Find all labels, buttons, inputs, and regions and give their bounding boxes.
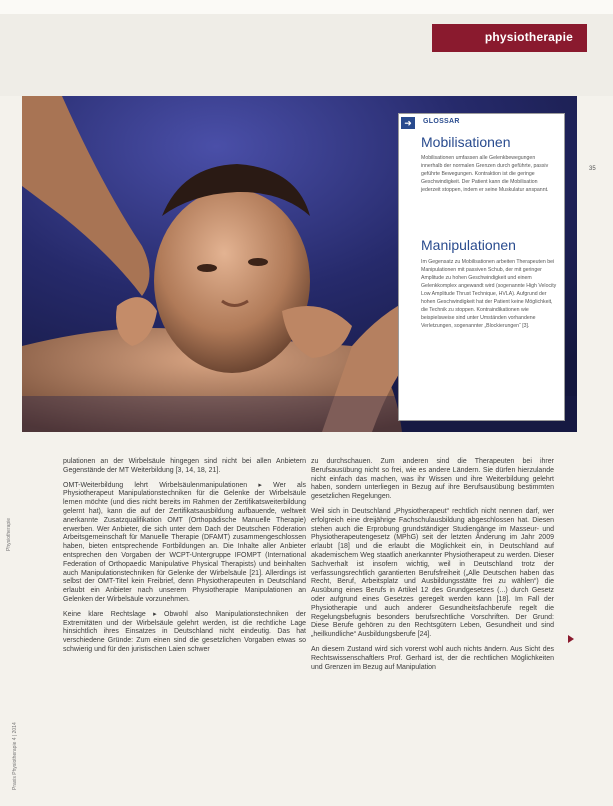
glossar-text-mobilisationen: Mobilisationen umfassen alle Gelenkbewegungen innerhalb der normalen Grenzen durch geführte, passiv geführte Bewegungen. Kontraktion ist die geringe Geschwindigkeit. Der Patient kann die Mobilisation jederzeit stoppen, indem er seine Muskulatur anspannt. xyxy=(421,155,549,193)
glossar-box xyxy=(398,113,565,421)
continue-arrow-icon xyxy=(568,635,574,643)
article-paragraph: Keine klare Rechtslage ▸ Obwohl also Manipulationstechniken der Extremitäten und der Wirbelsäule gelehrt werden, ist die rechtliche Lage hinsichtlich ihres Einsatzes in Deutschland nicht eindeutig. Das hat verschiedene Gründe: Zum einen sind die gesetzlichen Vorgaben etwas so schwierig und für den juristischen Laien schwer xyxy=(63,610,306,653)
glossar-title-mobilisationen: Mobilisationen xyxy=(421,134,511,150)
glossar-title-manipulationen: Manipulationen xyxy=(421,237,516,253)
article-column-left xyxy=(63,458,306,661)
top-strip xyxy=(0,0,613,14)
section-header-tab xyxy=(432,24,587,52)
article-column-right xyxy=(311,458,554,678)
article-paragraph: zu durchschauen. Zum anderen sind die Therapeuten bei ihrer Berufsausübung nicht so frei, wie es andere Ländern. Sie dürfen hierzulande nicht einfach das machen, was ihr Wissen und ihre Weiterbildung gelehrt haben, sondern unterliegen in Bezug auf ihre Berufsausübung bestimmten gesetzlichen Regelungen. xyxy=(311,458,554,501)
article-paragraph: An diesem Zustand wird sich vorerst wohl auch nichts ändern. Aus Sicht des Rechtswissenschaftlers Prof. Gerhard ist, der die rechtlichen Möglichkeiten und Grenzen im Bezug auf Manipulation xyxy=(311,645,554,671)
glossar-header xyxy=(401,117,562,131)
section-header-label: physiotherapie xyxy=(484,30,573,44)
article-paragraph: pulationen an der Wirbelsäule hingegen sind nicht bei allen Anbietern Gegenstände der MT Weiterbildung [3, 14, 18, 21]. xyxy=(63,458,306,474)
glossar-text-manipulationen: Im Gegensatz zu Mobilisationen arbeiten Therapeuten bei Manipulationen mit passiven Schub, der mit geringer Amplitude zu hohen Geschwindigkeit und einem Gelenkkomplex angewandt wird (sogenannte High Velocity Low Amplitude Thrust Technique, HVLA). Aufgrund der hohen Geschwindigkeit hat der Patient keine Möglichkeit, die Technik zu stoppen. Kontraindikationen wie beispielsweise sind unter Umständen vorhandene Verletzungen, sogenannter „Blockierungen“ [3]. xyxy=(421,259,557,329)
margin-issue-note: Praxis Physiotherapie 4 | 2014 xyxy=(12,722,18,790)
arrow-right-icon: ➜ xyxy=(401,117,415,129)
article-paragraph: OMT-Weiterbildung lehrt Wirbelsäulenmanipulationen ▸ Wer als Physiotherapeut Manipulationstechniken für die Gelenke der Wirbelsäule lernen möchte (und dies nicht bereits im Rahmen der Zertifikatsweiterbildung gelernt hat), kann die auf der Zertifikatsausbildung aufbauende, weltweit anerkannte Zusatzqualifikation OMT (Orthopädische Manuelle Therapie) erwerben. Wer Anbieter, die sich unter dem Dach der Deutschen Föderation Arbeitsgemeinschaft für Manuelle Therapie (DFAMT) zusammengeschlossen haben, bieten entsprechende Fortbildungen an. Die Inhalte aller Anbieter entsprechen den Vorgaben der WCPT-Untergruppe IFOMPT (International Federation of Orthopaedic Manipulative Physical Therapists) und beinhalten auch Manipulationstechniken für Gelenke der Wirbelsäule [21]. Allerdings ist selbst der OMT-Titel kein Freibrief, denn Physiotherapeuten in Deutschland erlaubt ein Anbieter nach unserem Physiotherapie Manipulationen an Gelenken der Wirbelsäule vorzunehmen. xyxy=(63,481,306,603)
margin-copyright-note: Physiotherapie xyxy=(6,517,12,551)
glossar-label: GLOSSAR xyxy=(423,118,460,125)
page-number: 35 xyxy=(589,166,596,172)
article-paragraph: Weil sich in Deutschland „Physiotherapeut“ rechtlich nicht nennen darf, wer erfolgreich eine dreijährige Fachschulausbildung abgeschlossen hat. Diesen stehen auch die Erprobung grundständiger Studiengänge im Masseur- und Physiotherapeutengesetz (MPhG) seit der letzten Änderung im Jahr 2009 erlaubt [18] und die erlaubt die Möglichkeit ein, in Deutschland auf akademischem Weg staatlich anerkannter Physiotherapeut zu werden. Dieser Sachverhalt ist insofern wichtig, weil in Deutschland trotz der verfassungsrechtlich garantierten Berufsfreiheit („Alle Deutschen haben das Recht, Beruf, Arbeitsplatz und Ausbildungsstätte frei zu wählen“) die Ausübung eines Berufs in Artikel 12 des Grundgesetzes (...) durch Gesetz oder aufgrund eines Gesetzes geregelt werden kann [18]. Im Fall der Physiotherapie und auch anderer Gesundheitsfachberufe regelt die Regelungsbefugnis besonders berufsrechtliche Vorschriften. Der Grund: Diese Berufe gehören zu den Rechtsgütern Leben, Gesundheit und sind „heilkundliche“ Ausbildungsberufe [24]. xyxy=(311,507,554,639)
